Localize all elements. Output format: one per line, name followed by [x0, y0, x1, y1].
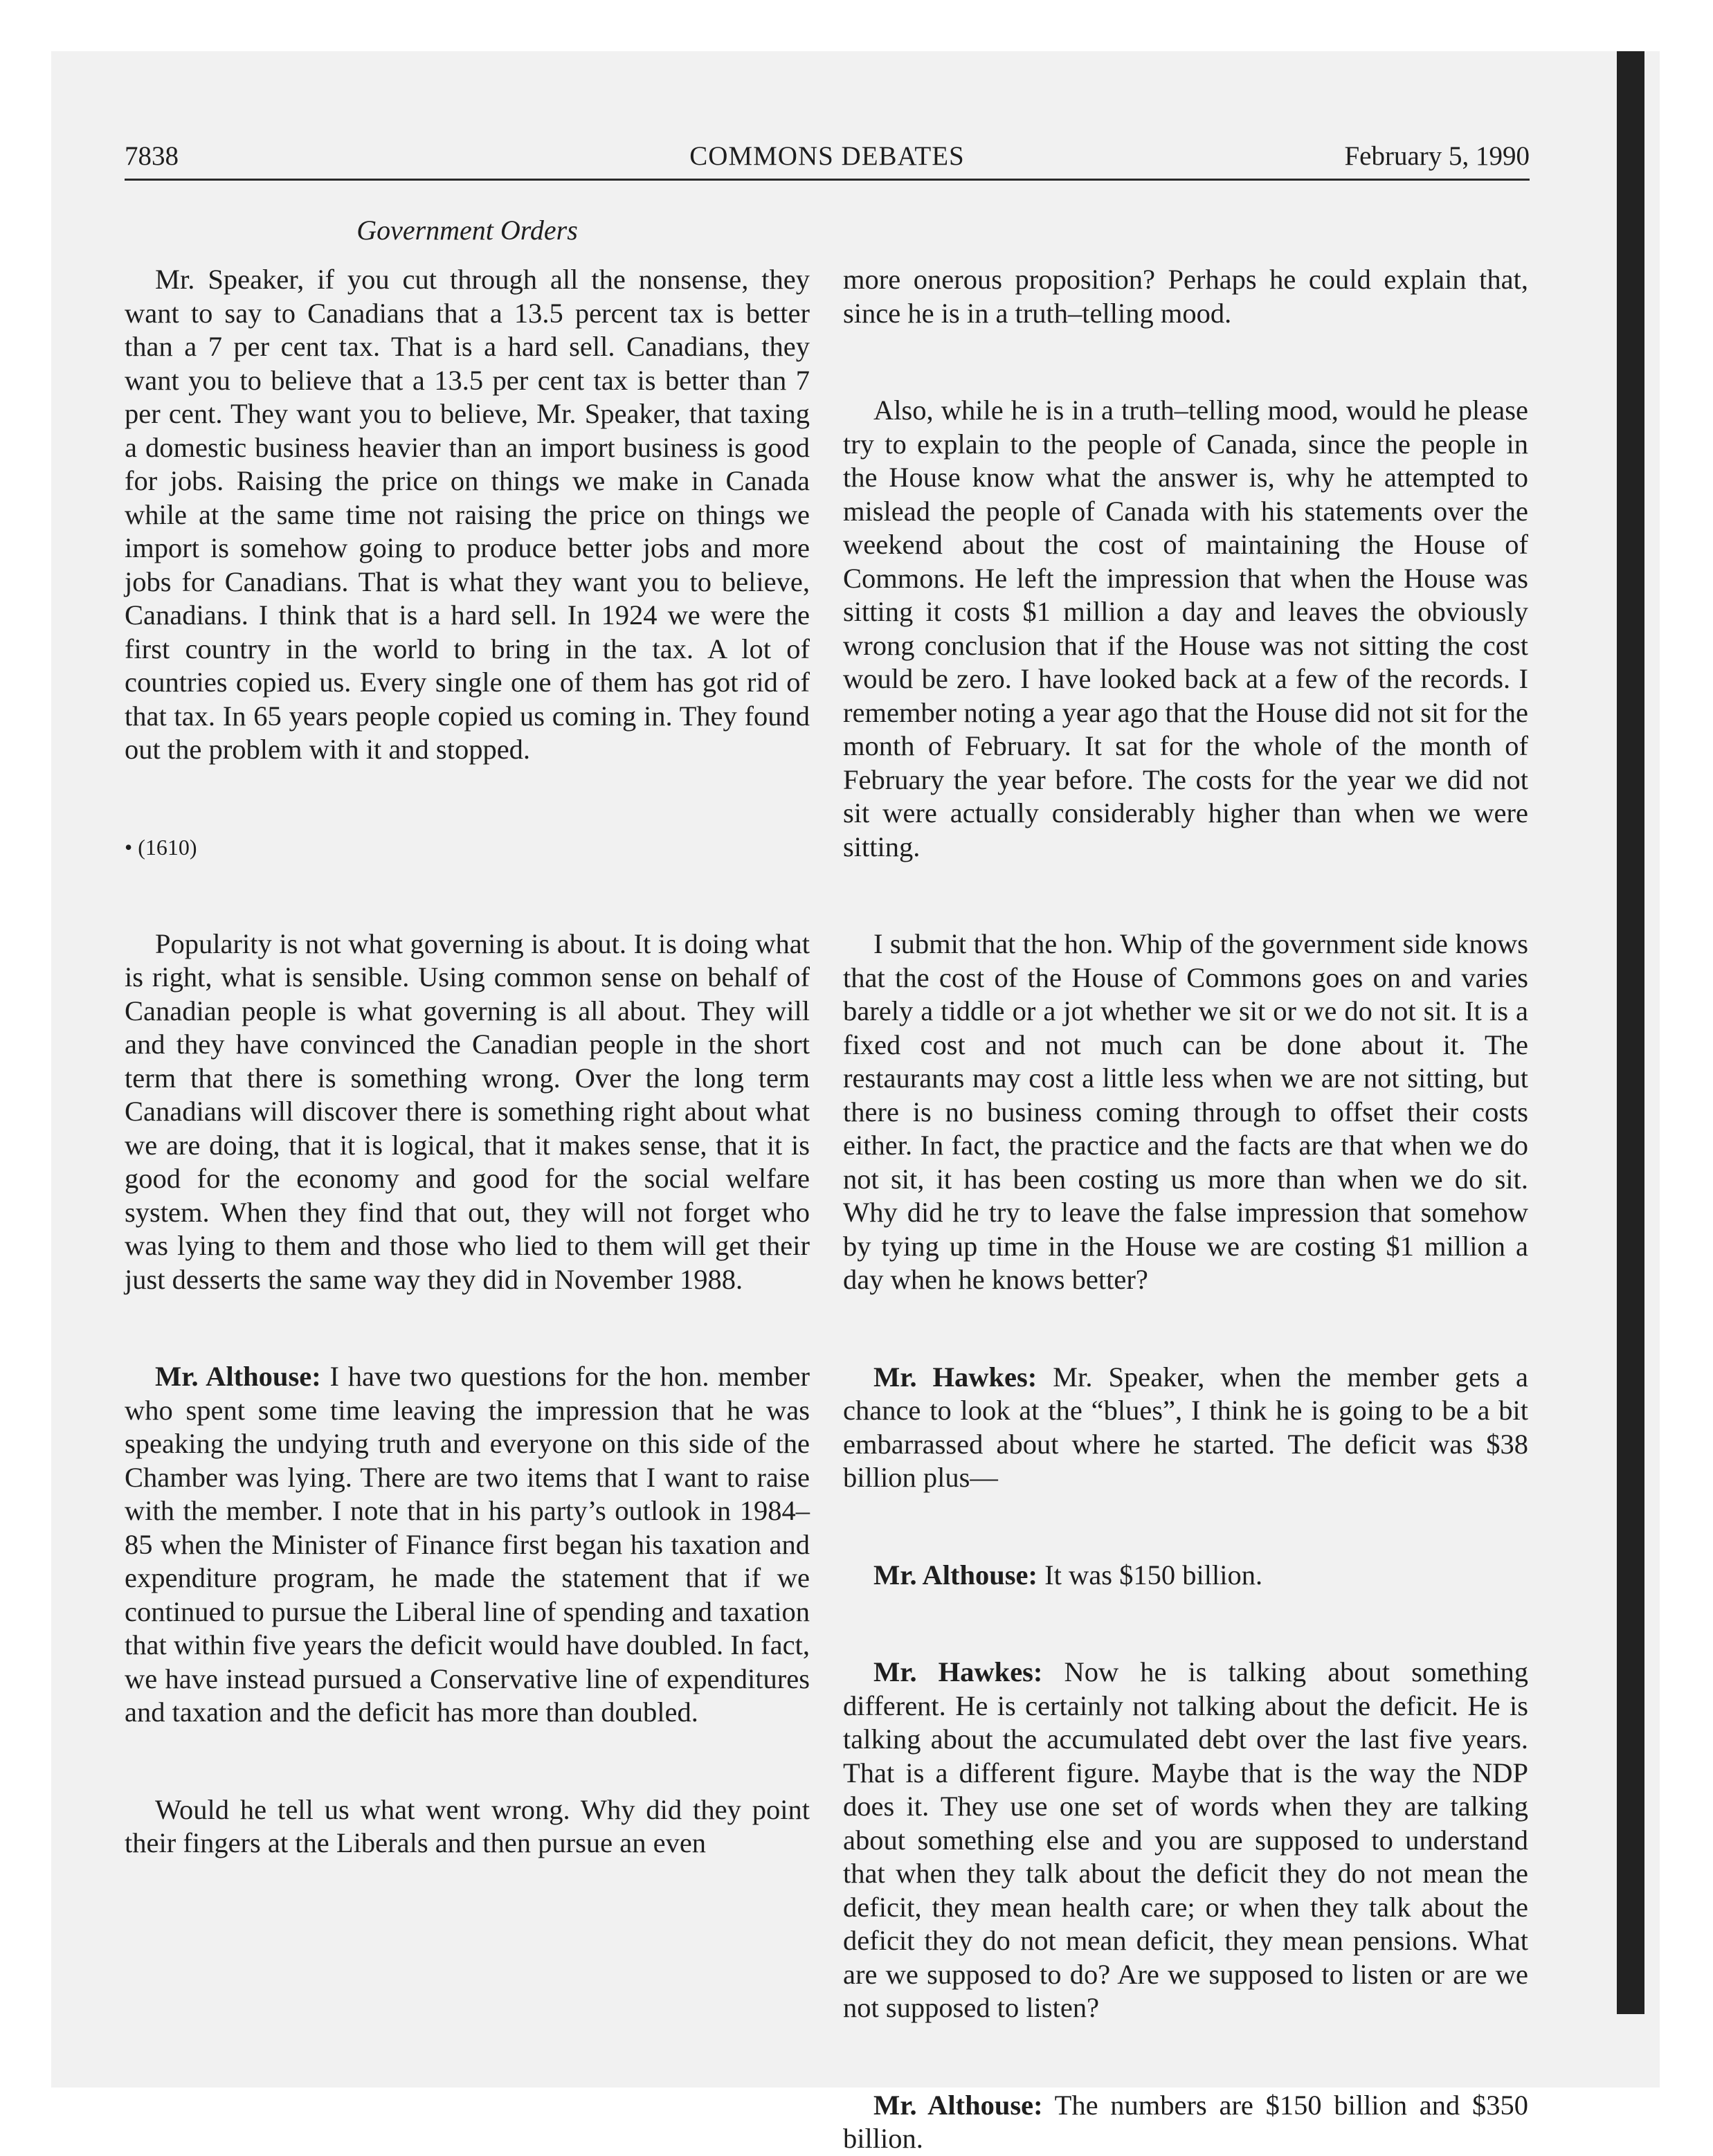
speaker-name: Mr. Hawkes: — [873, 1361, 1037, 1393]
issue-date: February 5, 1990 — [1344, 141, 1530, 171]
time-stamp — [125, 831, 810, 864]
section-label: Government Orders — [356, 215, 578, 246]
speech-text: I have two questions for the hon. member who spent some time leaving the impression that he was speaking the undying truth and everyone on this side of the Chamber was lying. There are two items that I want to raise with the member. I note that in his party’s outlook in 1984–85 when the Minister of Finance first began his taxation and expenditure program, he made the statement that if we continued to pursue the Liberal line of spending and taxation that within five years the deficit would have doubled. In fact, we have instead pursued a Conservative line of expenditures and taxation and the deficit has more than doubled. — [125, 1361, 810, 1728]
bullet-icon: • — [125, 834, 133, 860]
paragraph — [843, 1656, 1528, 2025]
right-column — [843, 263, 1528, 2156]
journal-title: COMMONS DEBATES — [689, 141, 965, 171]
speaker-name: Mr. Althouse: — [873, 1559, 1038, 1591]
paragraph: Mr. Speaker, if you cut through all the nonsense, they want to say to Canadians that a 13.5 percent tax is better than a 7 per cent tax. That is a hard sell. Canadians, they want you to believe that a 13.5 per cent tax is better than 7 per cent. They want you to believe, Mr. Speaker, that taxing a domestic business heavier than an import business is good for jobs. Raising the price on things we make in Canada while at the same time not raising the price on things we import is somehow going to produce better jobs and more jobs for Canadians. That is what they want you to believe, Canadians. I think that is a hard sell. In 1924 we were the first country in the world to bring in the tax. A lot of countries copied us. Every single one of them has got rid of that tax. In 65 years people copied us coming in. They found out the problem with it and stopped. — [125, 264, 810, 765]
speech-text: Mr. Speaker, when the member gets a chance to look at the “blues”, I think he is going to be a bit embarrassed about where he started. The deficit was $38 billion plus— — [843, 1361, 1528, 1493]
left-column — [125, 263, 810, 1860]
speaker-name: Mr. Hawkes: — [873, 1656, 1043, 1687]
speech-text: The numbers are $150 billion and $350 billion. — [843, 2089, 1528, 2154]
page-number: 7838 — [125, 141, 179, 171]
running-header — [125, 136, 1530, 177]
scan-edge-shadow — [1617, 51, 1644, 2014]
paragraph — [125, 1360, 810, 1730]
speaker-name: Mr. Althouse: — [873, 2089, 1043, 2121]
speech-text: It was $150 billion. — [1037, 1559, 1263, 1591]
time-stamp-text: (1610) — [138, 834, 197, 860]
paragraph: Also, while he is in a truth–telling mood, would he please try to explain to the people of Canada, since the people in the House know what the answer is, why he attempted to mislead the people of Canada with his statements over the weekend about the cost of maintaining the House of Commons. He left the impression that when the House was sitting it costs $1 million a day and leaves the obviously wrong conclusion that if the House was not sitting the cost would be zero. I have looked back at a few of the records. I remember noting a year ago that the House did not sit for the month of February. It sat for the whole of the month of February the year before. The costs for the year we did not sit were actually considerably higher than when we were sitting. — [843, 395, 1528, 862]
paragraph — [843, 1361, 1528, 1495]
paragraph: more onerous proposition? Perhaps he could explain that, since he is in a truth–telling mood. — [843, 264, 1528, 329]
header-rule — [125, 179, 1530, 181]
speech-text: Now he is talking about something different. He is certainly not talking about the deficit. He is talking about the accumulated debt over the last five years. That is a different figure. Maybe that is the way the NDP does it. They use one set of words when they are talking about something else and you are supposed to understand that when they talk about the deficit they do not mean the deficit, they mean health care; or when they talk about the deficit they do not mean deficit, they mean pensions. What are we supposed to do? Are we supposed to listen or are we not supposed to listen? — [843, 1656, 1528, 2023]
paragraph: I submit that the hon. Whip of the government side knows that the cost of the House of Commons goes on and varies barely a tiddle or a jot whether we sit or we do not sit. It is a fixed cost and not much can be done about it. The restaurants may cost a little less when we are not sitting, but there is no business coming through to offset their costs either. In fact, the practice and the facts are that when we do not sit, it has been costing us more than when we do sit. Why did he try to leave the false impression that somehow by tying up time in the House we are costing $1 million a day when he knows better? — [843, 928, 1528, 1295]
paragraph: Would he tell us what went wrong. Why did they point their fingers at the Liberals and then pursue an even — [125, 1793, 810, 1858]
paragraph: Popularity is not what governing is about. It is doing what is right, what is sensible. Using common sense on behalf of Canadian people is what governing is all about. They will and they have convinced the Canadian people in the short term that there is something wrong. Over the long term Canadians will discover there is something right about what we are doing, that it is logical, that it makes sense, that it is good for the economy and good for the social welfare system. When they find that out, they will not forget who was lying to them and those who lied to them will get their just desserts the same way they did in November 1988. — [125, 927, 810, 1295]
paragraph — [843, 2089, 1528, 2156]
paragraph — [843, 1559, 1528, 1593]
speaker-name: Mr. Althouse: — [155, 1361, 321, 1392]
